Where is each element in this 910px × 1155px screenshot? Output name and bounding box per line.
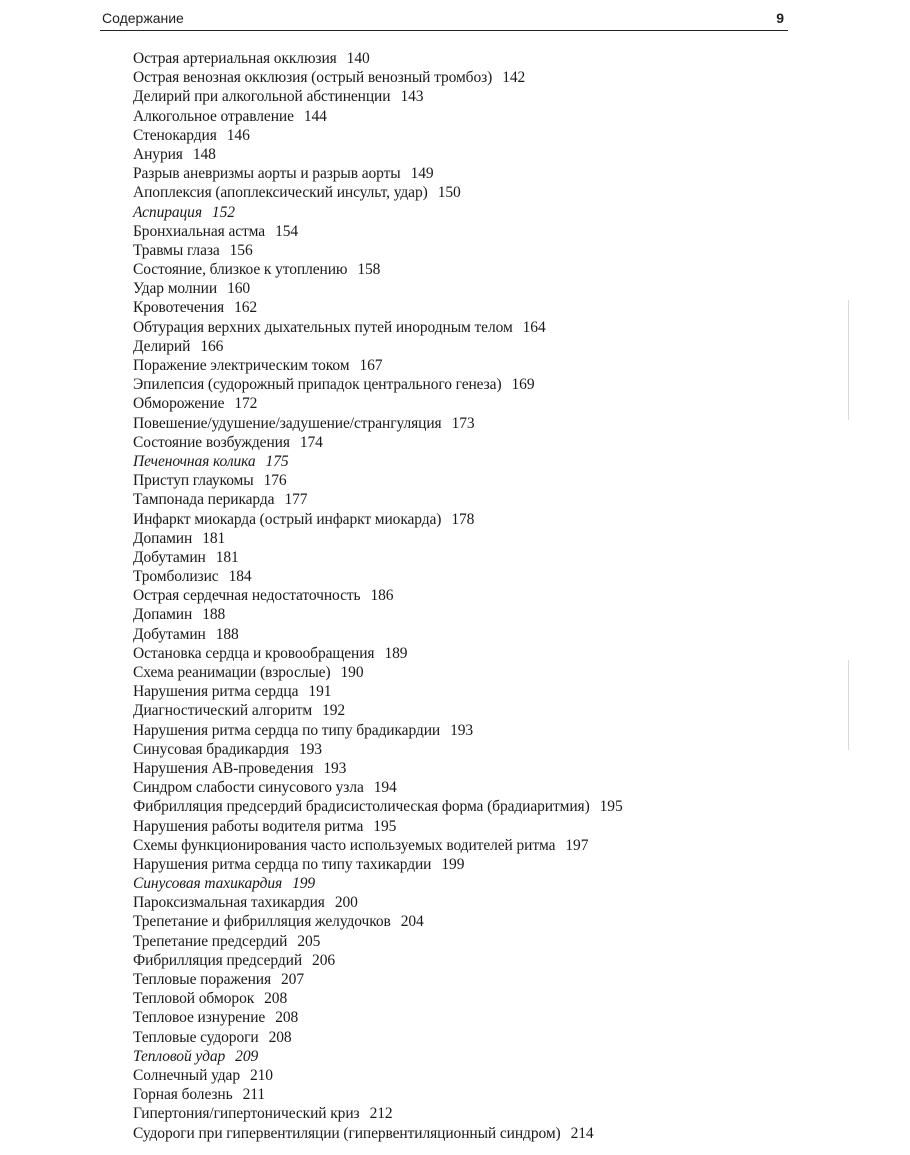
toc-entry [133, 356, 783, 375]
toc-entry-title: Поражение электрическим током [133, 357, 350, 374]
scan-artifact-line [848, 660, 849, 750]
toc-entry [133, 414, 783, 433]
toc-entry [133, 298, 783, 317]
toc-entry [133, 1104, 783, 1123]
toc-entry-title: Тромболизис [133, 568, 219, 586]
toc-entry-title: Нарушения ритма сердца [133, 683, 299, 701]
toc-entry [133, 586, 783, 605]
toc-entry-title: Апоплексия (апоплексический инсульт, удар) [133, 184, 428, 202]
scan-artifact-line [848, 300, 849, 420]
toc-entry [133, 452, 783, 471]
toc-entry [133, 107, 783, 126]
toc-entry-title: Аспирация [133, 203, 202, 221]
toc-entry [133, 874, 783, 893]
toc-entry-page: 208 [268, 1028, 292, 1046]
toc-entry [133, 567, 783, 586]
toc-entry-page: 146 [226, 126, 250, 144]
toc-entry-title: Эпилепсия (судорожный припадок центрального генеза) [133, 376, 502, 394]
toc-entry-page: 152 [211, 203, 235, 221]
toc-entry-page: 166 [200, 337, 224, 355]
toc-entry-title: Делирий при алкогольной абстиненции [133, 88, 391, 106]
toc-entry [133, 49, 783, 68]
toc-entry [133, 989, 783, 1008]
toc-entry [133, 778, 783, 797]
toc-entry-title: Тепловой обморок [133, 990, 255, 1008]
toc-entry [133, 529, 783, 548]
toc-entry [133, 1008, 783, 1027]
toc-entry-page: 173 [451, 414, 475, 432]
toc-entry-title: Тепловые поражения [133, 971, 272, 988]
toc-entry-title: Печеночная колика [133, 452, 256, 470]
toc-entry [133, 855, 783, 874]
toc-entry-page: 193 [298, 740, 322, 758]
toc-entry-page: 210 [249, 1066, 273, 1084]
toc-entry [133, 126, 783, 145]
toc-entry-title: Остановка сердца и кровообращения [133, 644, 375, 662]
toc-entry-page: 178 [451, 510, 475, 528]
toc-entry-title: Состояние, близкое к утоплению [133, 261, 348, 279]
toc-entry-page: 195 [373, 817, 397, 835]
page-number: 9 [776, 10, 784, 26]
toc-entry [133, 510, 783, 529]
toc-entry [133, 932, 783, 951]
toc-entry-page: 184 [228, 568, 252, 586]
toc-entry-title: Удар молнии [133, 280, 218, 298]
toc-entry-page: 188 [215, 625, 239, 643]
toc-entry-page: 195 [599, 798, 623, 816]
toc-entry-title: Нарушения работы водителя ритма [133, 817, 364, 835]
toc-entry [133, 625, 783, 644]
toc-entry-title: Схема реанимации (взрослые) [133, 664, 331, 681]
section-title: Содержание [102, 10, 184, 26]
toc-entry-title: Фибрилляция предсердий [133, 951, 303, 969]
running-header [100, 8, 788, 31]
toc-entry-page: 164 [522, 318, 546, 336]
toc-entry-title: Синдром слабости синусового узла [133, 779, 364, 797]
toc-entry-page: 214 [570, 1124, 594, 1142]
toc-entry-title: Состояние возбуждения [133, 433, 290, 451]
toc-entry-title: Тепловые судороги [133, 1028, 259, 1046]
toc-entry-page: 172 [234, 395, 258, 413]
toc-entry-title: Острая артериальная окклюзия [133, 50, 337, 67]
toc-entry-page: 143 [400, 88, 424, 106]
toc-entry-page: 208 [275, 1009, 299, 1027]
toc-entry-page: 174 [299, 433, 323, 451]
toc-entry-title: Инфаркт миокарда (острый инфаркт миокарда) [133, 510, 442, 528]
toc-entry-title: Допамин [133, 606, 193, 624]
toc-entry-title: Алкогольное отравление [133, 107, 294, 125]
toc-entry-page: 160 [227, 280, 251, 298]
toc-entry-page: 175 [265, 452, 289, 470]
toc-entry [133, 836, 783, 855]
toc-entry-page: 193 [323, 759, 347, 777]
toc-entry-page: 211 [242, 1086, 265, 1104]
toc-entry-title: Фибрилляция предсердий брадисистолическая форма (брадиаритмия) [133, 798, 590, 816]
toc-entry [133, 912, 783, 931]
toc-entry-title: Делирий [133, 337, 191, 355]
toc-entry [133, 740, 783, 759]
toc-entry-title: Тепловое изнурение [133, 1009, 266, 1027]
toc-entry-title: Стенокардия [133, 126, 217, 144]
toc-entry-title: Допамин [133, 529, 193, 547]
toc-entry-page: 144 [303, 107, 327, 125]
toc-entry-title: Разрыв аневризмы аорты и разрыв аорты [133, 165, 401, 183]
toc-entry [133, 241, 783, 260]
toc-entry-title: Диагностический алгоритм [133, 702, 313, 720]
toc-entry [133, 970, 783, 989]
toc-entry-page: 190 [340, 664, 364, 681]
toc-entry [133, 318, 783, 337]
toc-entry-page: 206 [312, 951, 335, 969]
toc-entry-title: Острая сердечная недостаточность [133, 587, 361, 605]
toc-entry-page: 176 [263, 472, 287, 490]
toc-entry-page: 199 [292, 875, 316, 893]
toc-entry-title: Тепловой удар [133, 1047, 226, 1065]
toc-entry [133, 222, 783, 241]
toc-entry-page: 150 [437, 184, 461, 202]
toc-entry [133, 164, 783, 183]
toc-entry-title: Схемы функционирования часто используемых водителей ритма [133, 836, 556, 854]
toc-entry-title: Добутамин [133, 625, 206, 643]
toc-entry-page: 209 [235, 1047, 259, 1065]
toc-entry-page: 192 [322, 702, 346, 720]
toc-entry-title: Нарушения АВ-проведения [133, 759, 314, 777]
toc-entry-page: 156 [229, 241, 253, 259]
toc-entry-page: 181 [215, 548, 239, 566]
toc-entry [133, 1124, 783, 1143]
toc-entry-page: 162 [234, 299, 258, 317]
toc-entry-title: Приступ глаукомы [133, 472, 254, 490]
toc-entry [133, 279, 783, 298]
toc-entry [133, 1047, 783, 1066]
toc-entry [133, 183, 783, 202]
toc-entry-page: 140 [346, 50, 370, 67]
toc-entry-title: Солнечный удар [133, 1066, 240, 1084]
toc-entry [133, 433, 783, 452]
toc-entry-page: 207 [281, 971, 304, 988]
toc-entry-title: Синусовая брадикардия [133, 740, 289, 758]
toc-entry [133, 87, 783, 106]
toc-entry-title: Судороги при гипервентиляции (гипервентиляционный синдром) [133, 1124, 561, 1142]
toc-entry-title: Травмы глаза [133, 241, 220, 259]
toc-entry-page: 212 [369, 1105, 393, 1123]
toc-entry-title: Обморожение [133, 395, 225, 413]
toc-entry [133, 337, 783, 356]
toc-entry [133, 701, 783, 720]
toc-entry-title: Пароксизмальная тахикардия [133, 894, 325, 912]
toc-entry [133, 1066, 783, 1085]
toc-entry-page: 148 [192, 145, 216, 163]
toc-entry-title: Анурия [133, 145, 183, 163]
toc-entry [133, 951, 783, 970]
toc-entry-page: 199 [441, 855, 465, 873]
toc-entry-page: 191 [308, 683, 332, 701]
toc-entry-page: 169 [511, 376, 535, 394]
toc-entry-title: Нарушения ритма сердца по типу брадикардии [133, 721, 441, 739]
toc-entry [133, 1028, 783, 1047]
toc-entry-title: Синусовая тахикардия [133, 875, 283, 893]
toc-entry [133, 394, 783, 413]
toc-entry-title: Бронхиальная астма [133, 222, 266, 240]
toc-entry-page: 197 [565, 836, 589, 854]
toc-entry-title: Гипертония/гипертонический криз [133, 1105, 360, 1123]
toc-entry-title: Повешение/удушение/задушение/странгуляция [133, 414, 442, 432]
toc-entry-title: Обтурация верхних дыхательных путей инородным телом [133, 318, 513, 336]
toc-entry [133, 471, 783, 490]
toc-entry-page: 186 [370, 587, 394, 605]
toc-entry-page: 158 [357, 261, 381, 279]
table-of-contents [133, 49, 783, 1143]
toc-entry [133, 68, 783, 87]
toc-entry [133, 682, 783, 701]
toc-entry [133, 1085, 783, 1104]
toc-entry-page: 200 [334, 894, 358, 912]
toc-entry-title: Трепетание предсердий [133, 932, 288, 950]
toc-entry-title: Нарушения ритма сердца по типу тахикардии [133, 855, 432, 873]
toc-entry-title: Острая венозная окклюзия (острый венозный тромбоз) [133, 69, 493, 87]
toc-entry [133, 759, 783, 778]
toc-entry-page: 142 [502, 69, 526, 87]
toc-entry-page: 193 [450, 721, 474, 739]
toc-entry [133, 817, 783, 836]
toc-entry-title: Горная болезнь [133, 1086, 233, 1104]
toc-entry-title: Трепетание и фибрилляция желудочков [133, 913, 391, 931]
toc-entry [133, 145, 783, 164]
toc-entry-title: Тампонада перикарда [133, 491, 275, 509]
toc-entry [133, 548, 783, 567]
toc-entry-page: 154 [275, 222, 299, 240]
toc-entry [133, 663, 783, 682]
toc-entry-page: 194 [373, 779, 397, 797]
toc-entry [133, 893, 783, 912]
toc-entry [133, 797, 783, 816]
toc-entry [133, 644, 783, 663]
toc-entry [133, 375, 783, 394]
toc-entry [133, 490, 783, 509]
toc-entry-page: 177 [284, 491, 308, 509]
toc-entry-page: 188 [202, 606, 226, 624]
toc-entry-page: 149 [410, 165, 434, 183]
toc-entry-page: 167 [359, 357, 383, 374]
toc-entry-page: 181 [202, 529, 226, 547]
toc-entry [133, 203, 783, 222]
toc-entry-title: Добутамин [133, 548, 206, 566]
toc-entry [133, 721, 783, 740]
toc-entry [133, 260, 783, 279]
toc-entry [133, 605, 783, 624]
toc-entry-title: Кровотечения [133, 299, 225, 317]
toc-entry-page: 204 [400, 913, 424, 931]
toc-entry-page: 189 [384, 644, 408, 662]
toc-entry-page: 205 [297, 932, 321, 950]
toc-entry-page: 208 [264, 990, 288, 1008]
